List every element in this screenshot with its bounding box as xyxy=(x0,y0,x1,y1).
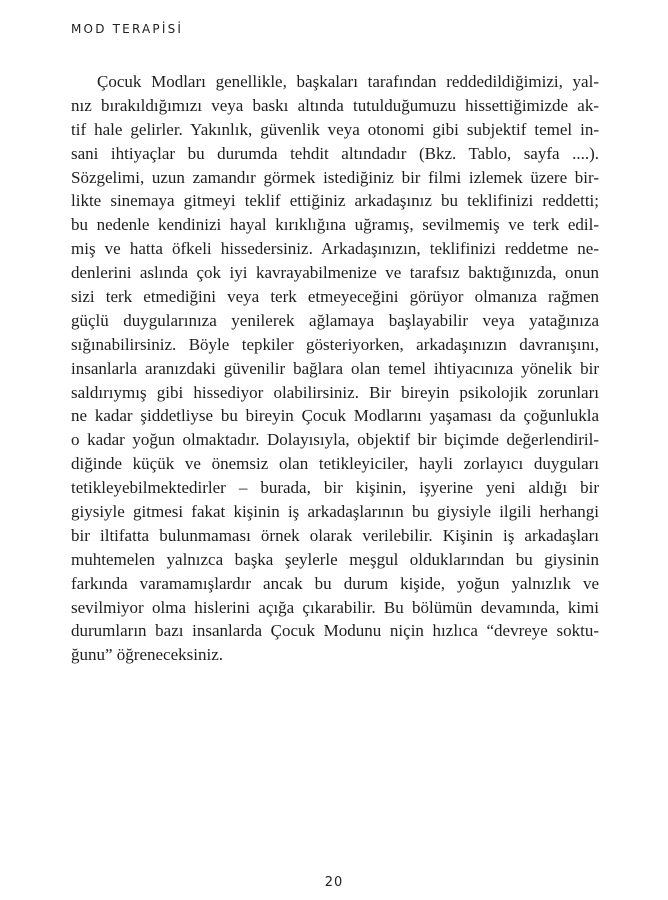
paragraph-line: tetikleyebilmektedirler – burada, bir kişinin, işyerine yeni aldığı bir xyxy=(71,478,599,498)
running-header: MOD TERAPİSİ xyxy=(71,22,184,36)
paragraph-line: güçlü duygularınıza yenilerek ağlamaya başlayabilir veya yatağınıza xyxy=(71,310,599,330)
paragraph-line: ne kadar şiddetliyse bu bireyin Çocuk Modlarını yaşaması da çoğunlukla xyxy=(71,406,599,426)
paragraph-line: sizi terk etmediğini veya terk etmeyeceğini görüyor olmanıza rağmen xyxy=(71,287,599,307)
paragraph-line: Çocuk Modları genellikle, başkaları tarafından reddedildiğimizi, yal- xyxy=(97,72,599,91)
paragraph-line: giysiyle gitmesi fakat kişinin iş arkadaşlarının bu giysiyle ilgili herhangi xyxy=(71,502,599,522)
paragraph-line: bir iltifatta bulunmaması örnek olarak verilebilir. Kişinin iş arkadaşları xyxy=(71,525,599,545)
paragraph-line: ğunu” öğreneceksiniz. xyxy=(71,645,223,665)
page-number: 20 xyxy=(324,875,344,890)
paragraph-line: bu nedenle kendinizi hayal kırıklığına uğramış, sevilmemiş ve terk edil- xyxy=(71,215,599,235)
paragraph-line: o kadar yoğun olmaktadır. Dolayısıyla, objektif bir biçimde değerlendiril- xyxy=(71,430,599,450)
paragraph-line: durumların bazı insanlarda Çocuk Modunu niçin hızlıca “devreye soktu- xyxy=(71,621,599,641)
paragraph-line: Sözgelimi, uzun zamandır görmek istediğiniz bir filmi izlemek üzere bir- xyxy=(71,167,599,187)
paragraph-line: sığınabilirsiniz. Böyle tepkiler gösteriyorken, arkadaşınızın davranışını, xyxy=(71,334,599,354)
paragraph-line: sani ihtiyaçlar bu durumda tehdit altındadır (Bkz. Tablo, sayfa ....). xyxy=(71,143,599,163)
paragraph-line: denlerini aslında çok iyi kavrayabilmenize ve tarafsız baktığınızda, onun xyxy=(71,263,599,283)
paragraph-line: farkında varamamışlardır ancak bu durum kişide, yoğun yalnızlık ve xyxy=(71,573,599,593)
paragraph-line: sevilmiyor olma hislerini açığa çıkarabilir. Bu bölümün devamında, kimi xyxy=(71,597,599,617)
body-paragraph xyxy=(71,70,599,667)
paragraph-line: saldırıymış gibi hissediyor olabilirsiniz. Bir bireyin psikolojik zorunları xyxy=(71,382,599,402)
paragraph-line: likte sinemaya gitmeyi teklif ettiğiniz arkadaşınız bu teklifinizi reddetti; xyxy=(71,191,599,211)
paragraph-line: muhtemelen yalnızca başka şeylerle meşgul olduklarından bu giysinin xyxy=(71,549,599,569)
paragraph-line: miş ve hatta öfkeli hissedersiniz. Arkadaşınızın, teklifinizi reddetme ne- xyxy=(71,239,599,259)
paragraph-line: diğinde küçük ve önemsiz olan tetikleyiciler, hayli zorlayıcı duyguları xyxy=(71,454,599,474)
paragraph-line: nız bırakıldığımızı veya baskı altında tutulduğumuzu hissettiğimizde ak- xyxy=(71,95,599,115)
paragraph-line: tif hale gelirler. Yakınlık, güvenlik veya otonomi gibi subjektif temel in- xyxy=(71,119,599,139)
paragraph-line: insanlarla aranızdaki güvenilir bağlara olan temel ihtiyacınıza yönelik bir xyxy=(71,358,599,378)
